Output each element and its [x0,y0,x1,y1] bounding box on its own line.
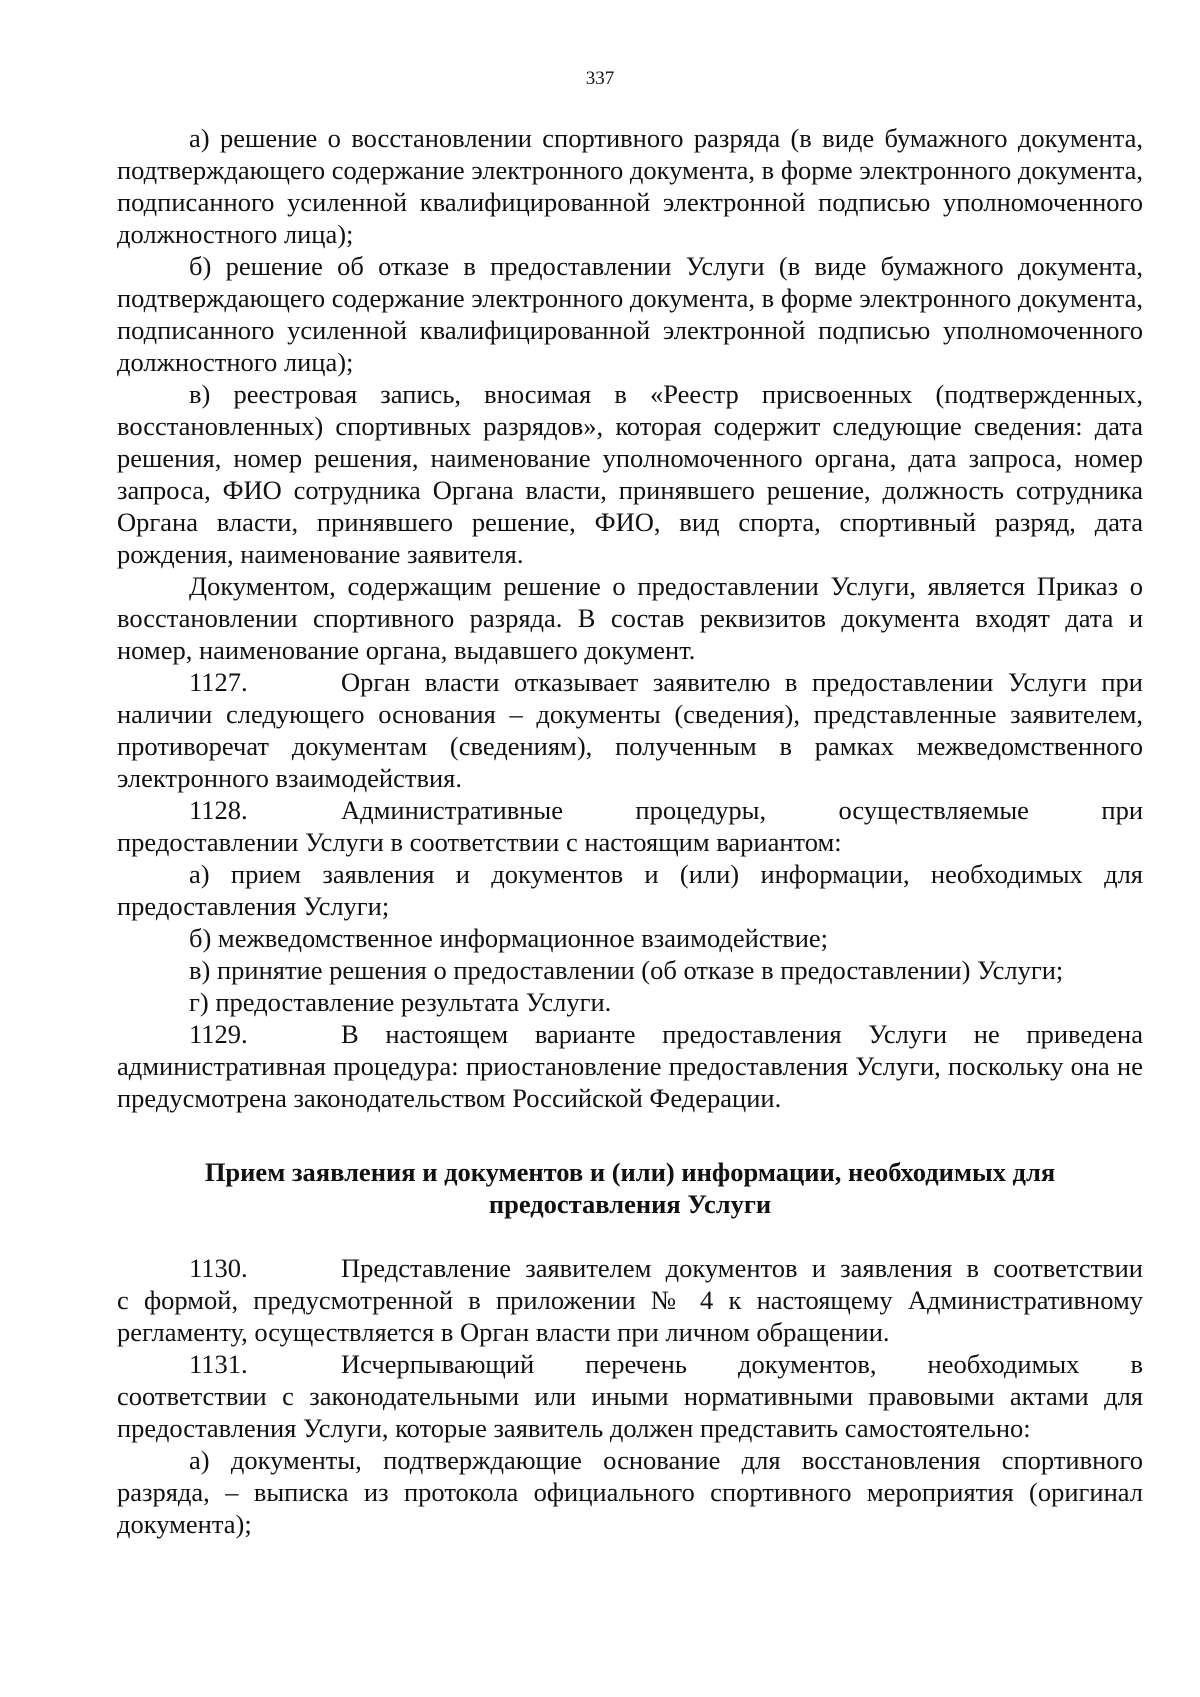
clause-first-line: Административные процедуры, осуществляемые при [341,795,1143,825]
clause-text: предоставлении Услуги в соответствии с настоящим вариантом: [117,827,842,857]
clause-number: 1131. [189,1349,248,1379]
clause-number: 1129. [189,1019,248,1049]
clause-first-line: В настоящем варианте предоставления Услуги не приведена [341,1019,1143,1049]
list-item: г) предоставление результата Услуги. [189,987,612,1017]
list-item: а) прием заявления и документов и (или) информации, необходимых для предоставления Услуги; [117,859,1143,921]
clause-number: 1130. [189,1253,248,1283]
paragraph-v-registry-entry: в) реестровая запись, вносимая в «Реестр присвоенных (подтвержденных, восстановленных) спортивных разрядов», которая содержит следующие сведения: дата решения, номер решения, наименование уполномоченного органа, дата запроса, номер запроса, ФИО сотрудника Органа власти, принявшего решение, должность сотрудника Органа власти, принявшего решение, ФИО, вид спорта, спортивный разряд, дата рождения, наименование заявителя. [117,379,1143,569]
clause-1129 [117,1018,1143,1114]
document-body [117,122,1143,1540]
clause-1131 [117,1348,1143,1444]
clause-text: с формой, предусмотренной в приложении № 4 к настоящему Административному регламенту, осуществляется в Орган власти при личном обращении. [117,1285,1143,1347]
clause-1127 [117,666,1143,794]
paragraph-a-decision: а) решение о восстановлении спортивного разряда (в виде бумажного документа, подтверждающего содержание электронного документа, в форме электронного документа, подписанного усиленной квалифицированной электронной подписью уполномоченного должностного лица); [117,123,1143,249]
list-item: а) документы, подтверждающие основание для восстановления спортивного разряда, – выписка из протокола официального спортивного мероприятия (оригинал документа); [117,1445,1143,1539]
clause-number: 1128. [189,795,248,825]
clause-text: наличии следующего основания – документы (сведения), представленные заявителем, противоречат документам (сведениям), полученным в рамках межведомственного электронного взаимодействия. [117,699,1143,793]
section-heading-line: Прием заявления и документов и (или) информации, необходимых для [204,1157,1056,1187]
list-item: в) принятие решения о предоставлении (об отказе в предоставлении) Услуги; [189,955,1064,985]
section-heading [117,1156,1143,1220]
clause-text: соответствии с законодательными или иными нормативными правовыми актами для предоставления Услуги, которые заявитель должен представить самостоятельно: [117,1381,1143,1443]
clause-first-line: Исчерпывающий перечень документов, необходимых в [341,1349,1143,1379]
clause-first-line: Орган власти отказывает заявителю в предоставлении Услуги при [341,667,1143,697]
clause-1128 [117,794,1143,858]
paragraph-decision-document: Документом, содержащим решение о предоставлении Услуги, является Приказ о восстановлении спортивного разряда. В состав реквизитов документа входят дата и номер, наименование органа, выдавшего документ. [117,571,1143,665]
clause-first-line: Представление заявителем документов и заявления в соответствии [341,1253,1143,1283]
clause-1130 [117,1252,1143,1348]
paragraph-b-refusal: б) решение об отказе в предоставлении Услуги (в виде бумажного документа, подтверждающего содержание электронного документа, в форме электронного документа, подписанного усиленной квалифицированной электронной подписью уполномоченного должностного лица); [117,251,1143,377]
clause-number: 1127. [189,667,248,697]
page-number: 337 [585,68,615,89]
clause-text: административная процедура: приостановление предоставления Услуги, поскольку она не предусмотрена законодательством Российской Федерации. [117,1051,1143,1113]
list-item: б) межведомственное информационное взаимодействие; [189,923,829,953]
section-heading-line: предоставления Услуги [488,1189,772,1219]
